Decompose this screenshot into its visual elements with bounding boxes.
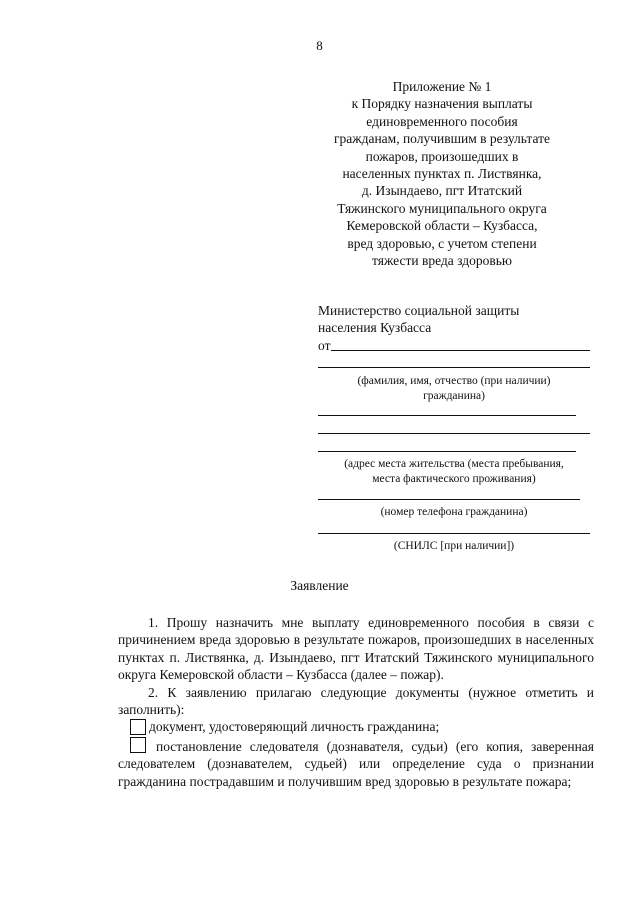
name-fill-line[interactable] — [318, 367, 590, 368]
address-fill-line-2[interactable] — [318, 451, 576, 452]
addressee-block — [318, 302, 590, 553]
recipient-line-2: населения Кузбасса — [318, 320, 432, 336]
annex-line: д. Изындаево, пгт Итатский — [361, 183, 523, 199]
from-fill-line[interactable] — [331, 350, 590, 351]
checklist-item-2 — [118, 736, 594, 790]
checklist-item-label: постановление следователя (дознавателя, судьи) (его копия, заверенная следователем (дознавателем, судьей) или определение суда о признании гражданина пострадавшим и получившим вред здоровью в результате пожара; — [118, 738, 594, 789]
from-row — [318, 337, 590, 354]
phone-fill-line[interactable] — [318, 499, 580, 500]
application-body — [118, 614, 594, 790]
checklist-item-label: документ, удостоверяющий личность гражданина; — [149, 719, 440, 735]
phone-caption: (номер телефона гражданина) — [380, 506, 528, 519]
annex-line: тяжести вреда здоровью — [372, 253, 512, 269]
annex-line: Тяжинского муниципального округа — [337, 200, 547, 216]
snils-caption: (СНИЛС [при наличии]) — [393, 539, 515, 552]
checkbox[interactable] — [130, 719, 146, 735]
annex-line: гражданам, получившим в результате — [333, 131, 551, 147]
annex-line: Приложение № 1 — [392, 79, 492, 94]
annex-line: единовременного пособия — [366, 113, 518, 129]
name-caption-2: гражданина) — [423, 389, 485, 402]
annex-line: пожаров, произошедших в — [365, 148, 519, 164]
checkbox[interactable] — [130, 737, 146, 753]
address-caption-1: (адрес места жительства (места пребывания, — [344, 458, 564, 471]
paragraph-2: 2. К заявлению прилагаю следующие документы (нужное отметить и заполнить): — [118, 684, 594, 718]
annex-line: населенных пунктах п. Листвянка, — [342, 166, 542, 182]
from-label: от — [318, 337, 331, 353]
document-title: Заявление — [290, 578, 349, 593]
address-fill-line-1[interactable] — [318, 433, 590, 434]
snils-fill-line[interactable] — [318, 533, 590, 534]
page-number: 8 — [316, 38, 323, 53]
annex-line: Кемеровской области – Кузбасса, — [346, 218, 538, 234]
checklist-item-1 — [118, 718, 594, 735]
annex-line: вред здоровью, с учетом степени — [347, 235, 537, 251]
name-caption-1: (фамилия, имя, отчество (при наличии) — [357, 375, 551, 388]
recipient-line-1: Министерство социальной защиты — [318, 303, 520, 318]
address-caption-2: места фактического проживания) — [372, 472, 536, 485]
annex-header — [316, 78, 568, 269]
paragraph-1: 1. Прошу назначить мне выплату единовременного пособия в связи с причинением вреда здоровью в результате пожаров, произошедших в населенных пунктах п. Листвянка, д. Изындаево, пгт Итатский Тяжинского муниципального округа Кемеровской области – Кузбасса (далее – пожар). — [118, 615, 594, 683]
annex-line: к Порядку назначения выплаты — [351, 96, 533, 112]
name-extra-fill-line[interactable] — [318, 415, 576, 416]
